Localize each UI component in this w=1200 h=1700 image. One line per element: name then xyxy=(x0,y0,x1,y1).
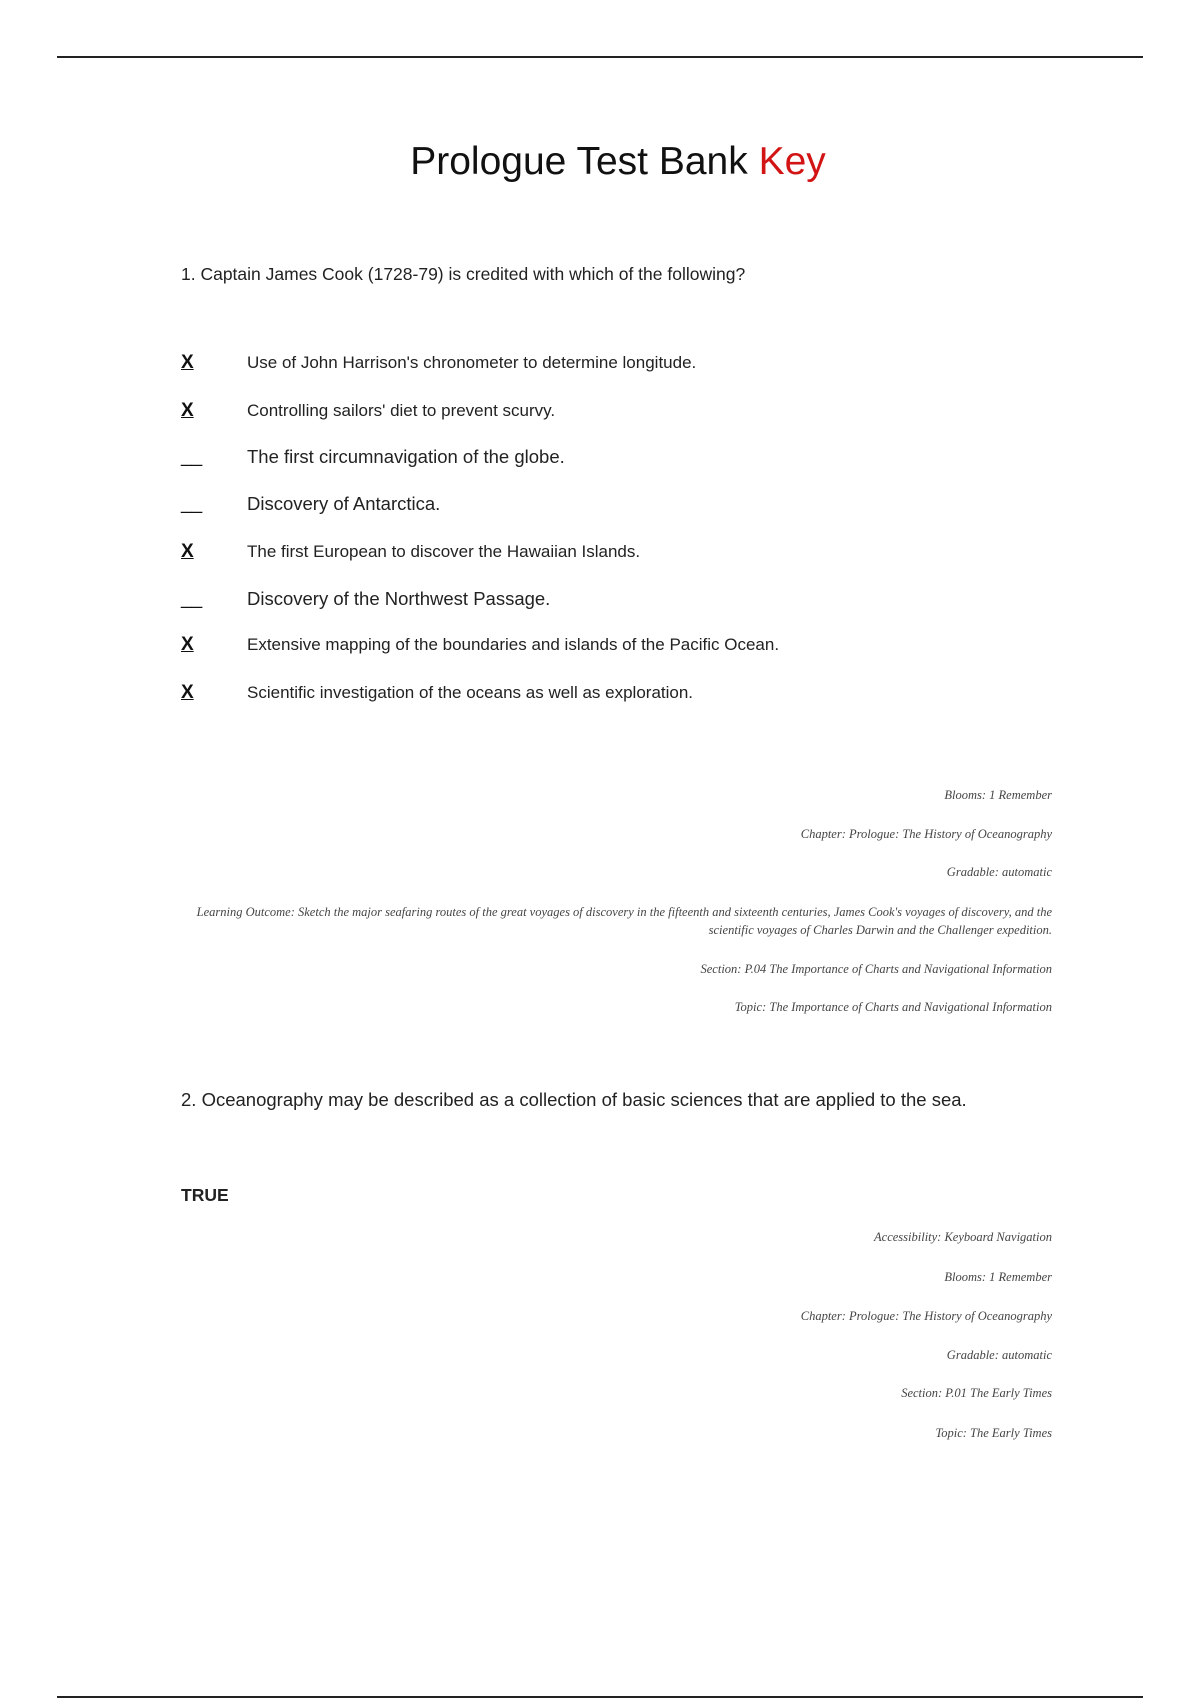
choice-6 xyxy=(181,588,1081,618)
choice-8-mark: X xyxy=(181,682,194,703)
question-2-text: 2. Oceanography may be described as a collection of basic sciences that are applied to the sea. xyxy=(181,1089,967,1110)
q1-meta-topic: Topic: The Importance of Charts and Navigational Information xyxy=(734,1000,1052,1014)
choice-4 xyxy=(181,493,1081,523)
choice-7-text: Extensive mapping of the boundaries and islands of the Pacific Ocean. xyxy=(247,635,780,654)
choice-5 xyxy=(181,541,1081,571)
q1-meta-section: Section: P.04 The Importance of Charts and Navigational Information xyxy=(700,962,1052,976)
choice-2-mark: X xyxy=(181,400,194,421)
choice-2-text: Controlling sailors' diet to prevent scurvy. xyxy=(247,401,556,420)
choice-5-mark: X xyxy=(181,541,194,562)
choice-6-text: Discovery of the Northwest Passage. xyxy=(247,588,551,609)
q2-meta-topic: Topic: The Early Times xyxy=(935,1426,1052,1440)
title-key: Key xyxy=(758,140,826,183)
q1-meta-chapter: Chapter: Prologue: The History of Oceanography xyxy=(800,827,1052,841)
page-title xyxy=(0,140,1200,184)
q1-meta-gradable: Gradable: automatic xyxy=(946,865,1052,879)
title-main: Prologue Test Bank xyxy=(410,140,748,183)
choice-1-mark: X xyxy=(181,352,194,373)
choice-3-mark: __ xyxy=(181,446,203,467)
choice-6-mark: __ xyxy=(181,588,203,609)
question-1-text: 1. Captain James Cook (1728-79) is credited with which of the following? xyxy=(181,264,746,284)
q2-meta-gradable: Gradable: automatic xyxy=(946,1348,1052,1362)
q2-meta-chapter: Chapter: Prologue: The History of Oceanography xyxy=(800,1309,1052,1323)
bottom-rule xyxy=(57,1696,1143,1698)
top-rule xyxy=(57,56,1143,58)
question-2-answer: TRUE xyxy=(181,1185,229,1205)
choice-7 xyxy=(181,634,1081,664)
choice-7-mark: X xyxy=(181,634,194,655)
choice-8 xyxy=(181,682,1081,712)
q1-meta-learning-outcome: Learning Outcome: Sketch the major seafaring routes of the great voyages of discovery in the fifteenth and sixteenth centuries, James Cook's voyages of discovery, and the scientific voyages of Charles Darwin and the Challenger expedition. xyxy=(196,905,1052,937)
q2-meta-blooms: Blooms: 1 Remember xyxy=(944,1270,1052,1284)
choice-4-mark: __ xyxy=(181,493,203,514)
choice-3 xyxy=(181,446,1081,476)
q1-meta-blooms: Blooms: 1 Remember xyxy=(944,788,1052,802)
choice-1-text: Use of John Harrison's chronometer to determine longitude. xyxy=(247,353,697,372)
choice-2 xyxy=(181,400,1081,430)
choice-1 xyxy=(181,352,1081,382)
q2-meta-accessibility: Accessibility: Keyboard Navigation xyxy=(874,1230,1052,1244)
choice-8-text: Scientific investigation of the oceans as well as exploration. xyxy=(247,683,694,702)
choice-3-text: The first circumnavigation of the globe. xyxy=(247,446,565,467)
choice-4-text: Discovery of Antarctica. xyxy=(247,493,441,514)
q2-meta-section: Section: P.01 The Early Times xyxy=(901,1386,1052,1400)
choice-5-text: The first European to discover the Hawaiian Islands. xyxy=(247,542,641,561)
